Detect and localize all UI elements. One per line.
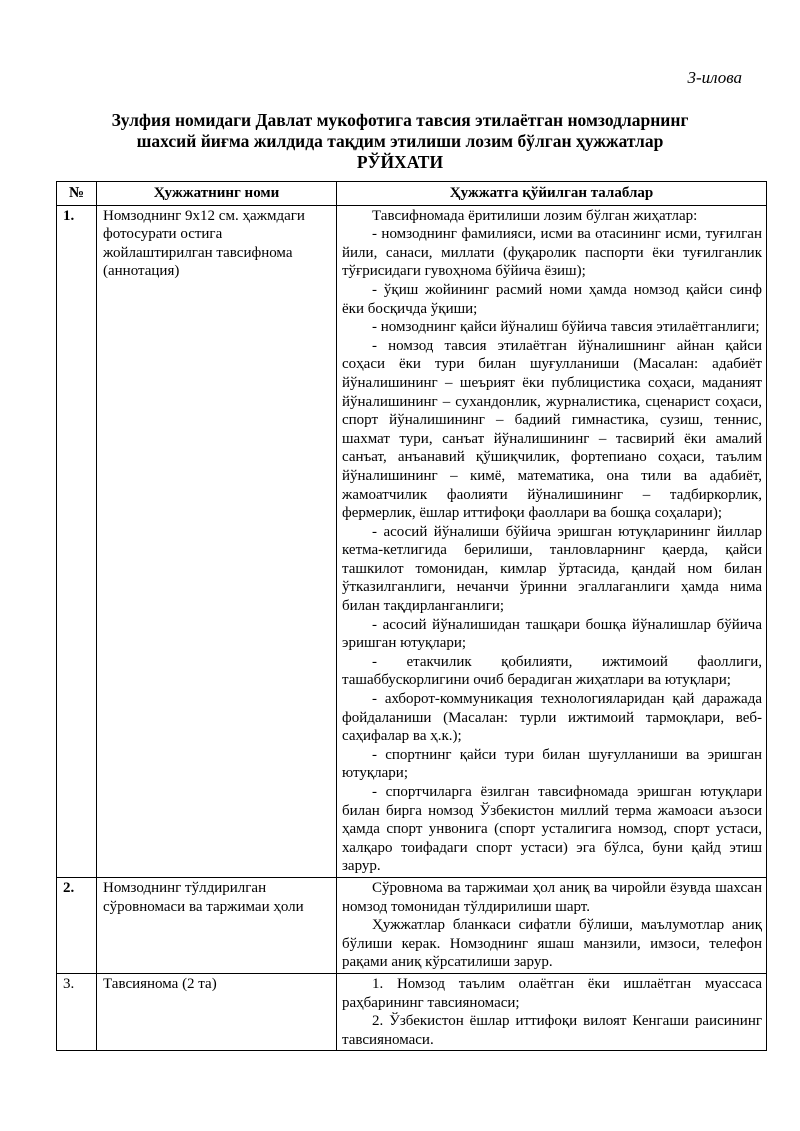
requirement-item: 1. Номзод таълим олаётган ёки ишлаётган муассаса раҳбарининг тавсияномаси; [342,975,762,1011]
title-line-3: РЎЙХАТИ [356,152,444,172]
row-document-name: Тавсиянома (2 та) [97,973,337,1050]
row-requirements [337,973,767,1050]
requirement-item: Сўровнома ва таржимаи ҳол аниқ ва чиройли ёзувда шахсан номзод томонидан тўлдирилиши шарт. [342,879,762,915]
requirement-item: - ахборот-коммуникация технологияларидан қай даражада фойдаланиши (Масалан: турли ижтимоий тармоқлари, веб-саҳифалар ва ҳ.к.); [342,691,762,745]
table-row [57,877,767,973]
row-document-name: Номзоднинг 9x12 см. ҳажмдаги фотосурати остига жойлаштирилган тавсифнома (аннотация) [97,205,337,877]
requirement-item: Тавсифномада ёритилиши лозим бўлган жиҳатлар: [372,207,698,224]
header-number: № [57,182,97,206]
header-requirements: Ҳужжатга қўйилган талаблар [337,182,767,206]
row-requirements [337,205,767,877]
requirement-item: - номзоднинг фамилияси, исми ва отасининг исми, туғилган йили, санаси, миллати (фуқаролик паспорти ёки туғилганлик тўғрисидаги гувоҳнома бўйича ёзиш); [342,226,762,280]
requirement-item: - асосий йўналишидан ташқари бошқа йўналишлар бўйича эришган ютуқлари; [342,616,762,652]
requirement-item: - ўқиш жойининг расмий номи ҳамда номзод қайси синф ёки босқичда ўқиши; [342,281,762,317]
requirement-item: Ҳужжатлар бланкаси сифатли бўлиши, маълумотлар аниқ бўлиши керак. Номзоднинг яшаш манзили, имзоси, телефон рақами аниқ кўрсатилиши зарур. [342,917,762,971]
table-header-row [57,182,767,206]
requirement-item: - номзоднинг қайси йўналиш бўйича тавсия этилаётганлиги; [372,319,760,336]
requirement-item: - асосий йўналиши бўйича эришган ютуқларининг йиллар кетма-кетлигида берилиши, танловларнинг қаерда, қайси ташкилот томонидан, кимлар ўртасида, қандай ном билан ўтказилганлиги, нечанчи ўринни эгаллаганлиги ҳамда нима билан тақдирланганлиги; [342,523,762,615]
documents-table [56,181,767,1051]
row-number: 3. [57,973,97,1050]
table-row [57,973,767,1050]
requirement-item: - етакчилик қобилияти, ижтимоий фаоллиги, ташаббускорлигини очиб берадиган жиҳатлари ва ютуқлари; [342,653,762,689]
requirement-item: - спортчиларга ёзилган тавсифномада эришган ютуқлари билан бирга номзод Ўзбекистон миллий терма жамоаси аъзоси ҳамда спорт унвонига (спорт усталигига номзод, спорт устаси, халқаро тоифадаги спорт устаси) эга бўлса, буни қайд этиш зарур. [342,784,762,875]
requirement-item: - спортнинг қайси тури билан шуғулланиши ва эришган ютуқлари; [342,746,762,782]
header-document-name: Ҳужжатнинг номи [97,182,337,206]
annex-label: 3-илова [687,68,742,87]
title-line-1: Зулфия номидаги Давлат мукофотига тавсия этилаётган номзодларнинг [111,110,689,130]
requirement-item: 2. Ўзбекистон ёшлар иттифоқи вилоят Кенгаши раисининг тавсияномаси. [342,1013,762,1048]
document-title [0,110,800,173]
table-row [57,205,767,877]
title-line-2: шахсий йиғма жилдида тақдим этилиши лозим бўлган ҳужжатлар [136,131,664,151]
row-document-name: Номзоднинг тўлдирилган сўровномаси ва таржимаи ҳоли [97,877,337,973]
row-number: 2. [57,877,97,973]
requirement-item: - номзод тавсия этилаётган йўналишнинг айнан қайси соҳаси ёки тури билан шуғулланиши (Масалан: адабиёт йўналишининг – шеърият ёки публицистика соҳаси, маданият йўналишининг – сухандонлик, журналистика, сценарист соҳаси, спорт йўналишининг – бадиий гимнастика, сузиш, теннис, шахмат тури, санъат йўналишининг – тасвирий ёки амалий санъат, анъанавий қўшиқчилик, фортепиано соҳаси, таълим йўналишининг – кимё, математика, она тили ва адабиёт, жамоатчилик фаолияти йўналишининг – тадбиркорлик, фермерлик, ёшлар иттифоқи фаоллари ва бошқа соҳалари); [342,337,762,522]
row-number: 1. [57,205,97,877]
row-requirements [337,877,767,973]
